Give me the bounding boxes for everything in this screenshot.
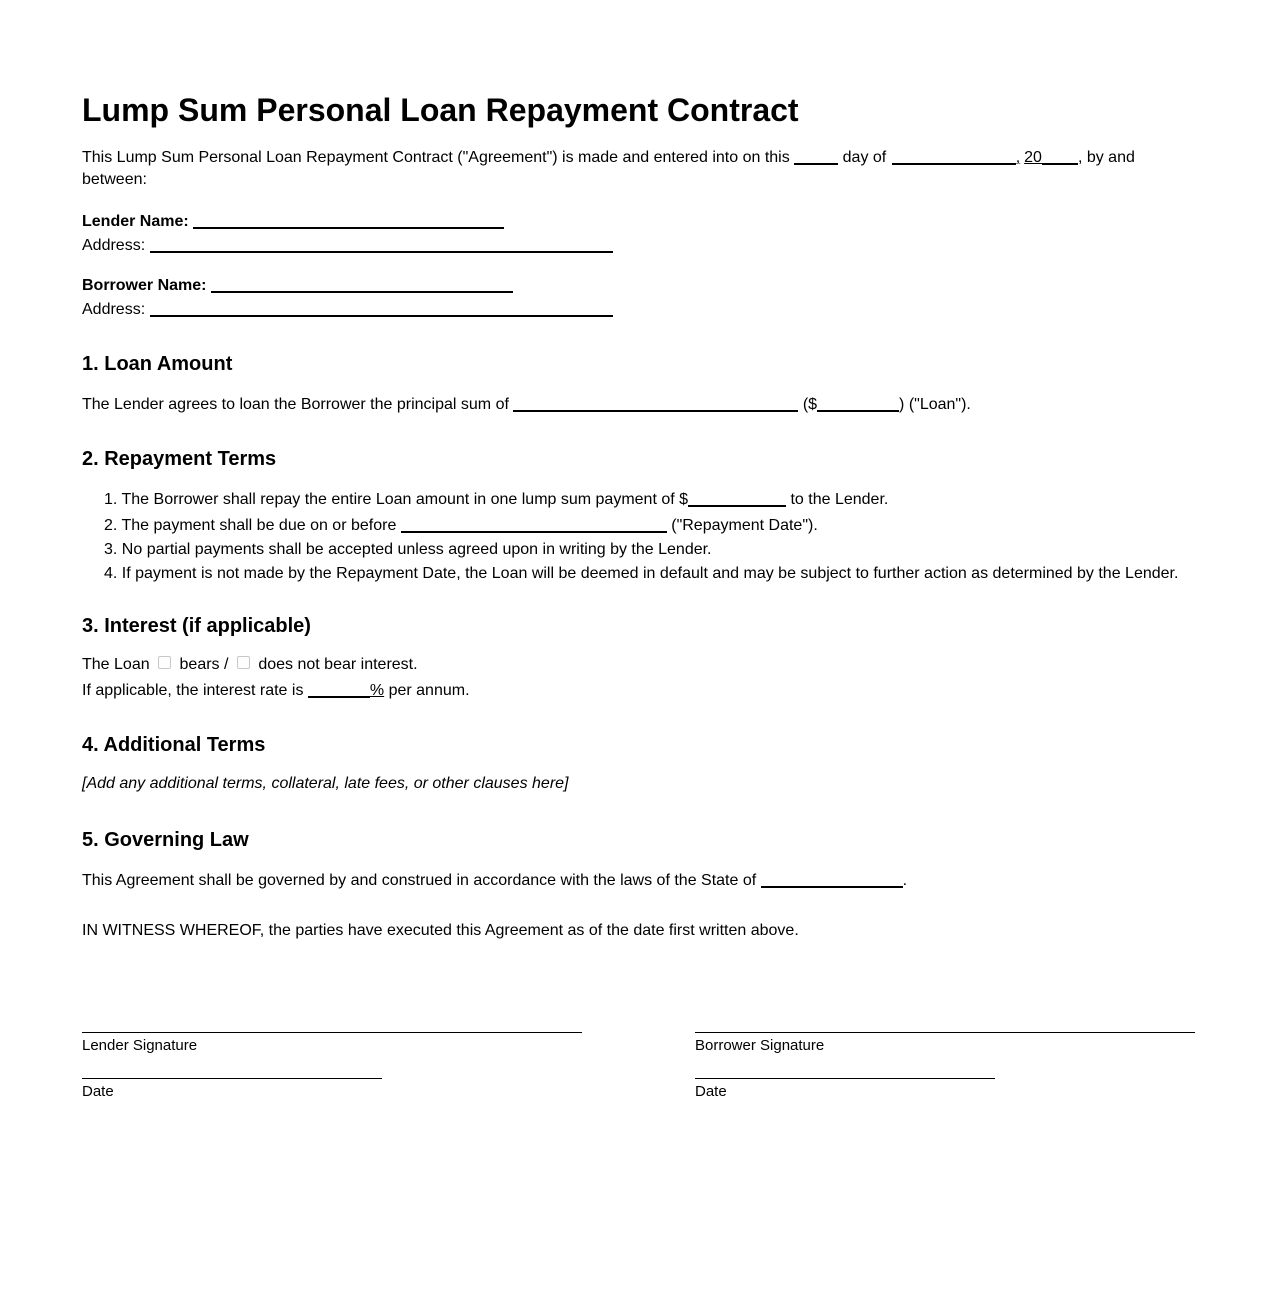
- item-number: 4.: [104, 565, 118, 582]
- loan-close-text: ) ("Loan").: [899, 396, 971, 413]
- governing-law-paragraph: [82, 867, 907, 893]
- interest-option-row: [82, 653, 418, 677]
- loan-amount-words-field[interactable]: [513, 394, 798, 412]
- list-item: [82, 512, 1178, 538]
- per-annum-text: per annum.: [384, 682, 470, 699]
- section-loan-amount-heading: 1. Loan Amount: [82, 353, 233, 375]
- loan-amount-text: The Lender agrees to loan the Borrower the principal sum of: [82, 396, 509, 413]
- lender-date-line[interactable]: [82, 1078, 382, 1079]
- borrower-name-row: [82, 272, 513, 298]
- item-text-after: to the Lender.: [786, 491, 889, 508]
- additional-terms-placeholder[interactable]: [Add any additional terms, collateral, late fees, or other clauses here]: [82, 775, 569, 792]
- dollar-open: ($: [802, 396, 818, 413]
- list-item: [82, 562, 1178, 586]
- lender-date-label: Date: [82, 1083, 114, 1100]
- section-interest-heading: 3. Interest (if applicable): [82, 615, 311, 637]
- lender-name-row: [82, 208, 504, 234]
- lender-address-label: Address:: [82, 237, 146, 254]
- list-item: [82, 486, 1178, 512]
- section-additional-terms-heading: 4. Additional Terms: [82, 734, 266, 756]
- not-bears-label: does not bear interest.: [258, 656, 418, 673]
- lender-name-field[interactable]: [193, 211, 504, 229]
- intro-line2: between:: [82, 171, 147, 188]
- period: .: [902, 872, 908, 889]
- witness-statement: IN WITNESS WHEREOF, the parties have executed this Agreement as of the date first written above.: [82, 922, 799, 939]
- day-of-text: day of: [842, 149, 887, 166]
- day-field[interactable]: [794, 147, 838, 165]
- lender-address-row: [82, 232, 613, 258]
- item-number: 1.: [104, 491, 118, 508]
- loan-amount-paragraph: [82, 391, 971, 417]
- lender-address-field[interactable]: [150, 235, 613, 253]
- year-prefix: 20: [1024, 149, 1042, 166]
- intro-text: This Lump Sum Personal Loan Repayment Contract ("Agreement") is made and entered into on this: [82, 149, 790, 166]
- list-item: [82, 538, 1178, 562]
- borrower-name-field[interactable]: [211, 275, 513, 293]
- item-text: No partial payments shall be accepted unless agreed upon in writing by the Lender.: [121, 541, 712, 558]
- interest-rate-text: If applicable, the interest rate is: [82, 682, 304, 699]
- borrower-name-label: Borrower Name:: [82, 277, 207, 294]
- borrower-address-row: [82, 296, 613, 322]
- borrower-date-label: Date: [695, 1083, 727, 1100]
- governing-law-text: This Agreement shall be governed by and construed in accordance with the laws of the State of: [82, 872, 757, 889]
- borrower-signature-line[interactable]: [695, 1032, 1195, 1033]
- item-number: 2.: [104, 517, 118, 534]
- interest-rate-field[interactable]: [308, 680, 370, 698]
- section-governing-law-heading: 5. Governing Law: [82, 829, 249, 851]
- item-text-after: ("Repayment Date").: [666, 517, 818, 534]
- intro-paragraph: [82, 144, 1135, 170]
- loan-amount-number-field[interactable]: [817, 394, 899, 412]
- interest-prefix: The Loan: [82, 656, 150, 673]
- borrower-address-label: Address:: [82, 301, 146, 318]
- no-interest-checkbox[interactable]: [237, 656, 250, 669]
- lump-sum-amount-field[interactable]: [688, 489, 786, 507]
- repayment-date-field[interactable]: [401, 515, 667, 533]
- month-field[interactable]: [892, 147, 1016, 165]
- item-text: The Borrower shall repay the entire Loan amount in one lump sum payment of $: [121, 491, 689, 508]
- lender-name-label: Lender Name:: [82, 213, 189, 230]
- year-field[interactable]: [1042, 147, 1078, 165]
- lender-signature-label: Lender Signature: [82, 1037, 198, 1054]
- item-number: 3.: [104, 541, 118, 558]
- bears-interest-checkbox[interactable]: [158, 656, 171, 669]
- percent-sign: %: [369, 682, 385, 699]
- by-and-text: , by and: [1077, 149, 1135, 166]
- interest-rate-row: [82, 677, 470, 703]
- bears-label: bears /: [179, 656, 229, 673]
- repayment-terms-list: [82, 486, 1178, 586]
- borrower-date-line[interactable]: [695, 1078, 995, 1079]
- borrower-signature-label: Borrower Signature: [695, 1037, 825, 1054]
- item-text: If payment is not made by the Repayment Date, the Loan will be deemed in default and may be subject to further action as determined by the Lender.: [121, 565, 1179, 582]
- lender-signature-line[interactable]: [82, 1032, 582, 1033]
- comma: ,: [1015, 149, 1021, 166]
- borrower-address-field[interactable]: [150, 299, 613, 317]
- state-field[interactable]: [761, 870, 903, 888]
- section-repayment-terms-heading: 2. Repayment Terms: [82, 448, 277, 470]
- page-title: Lump Sum Personal Loan Repayment Contract: [82, 92, 799, 128]
- item-text: The payment shall be due on or before: [121, 517, 401, 534]
